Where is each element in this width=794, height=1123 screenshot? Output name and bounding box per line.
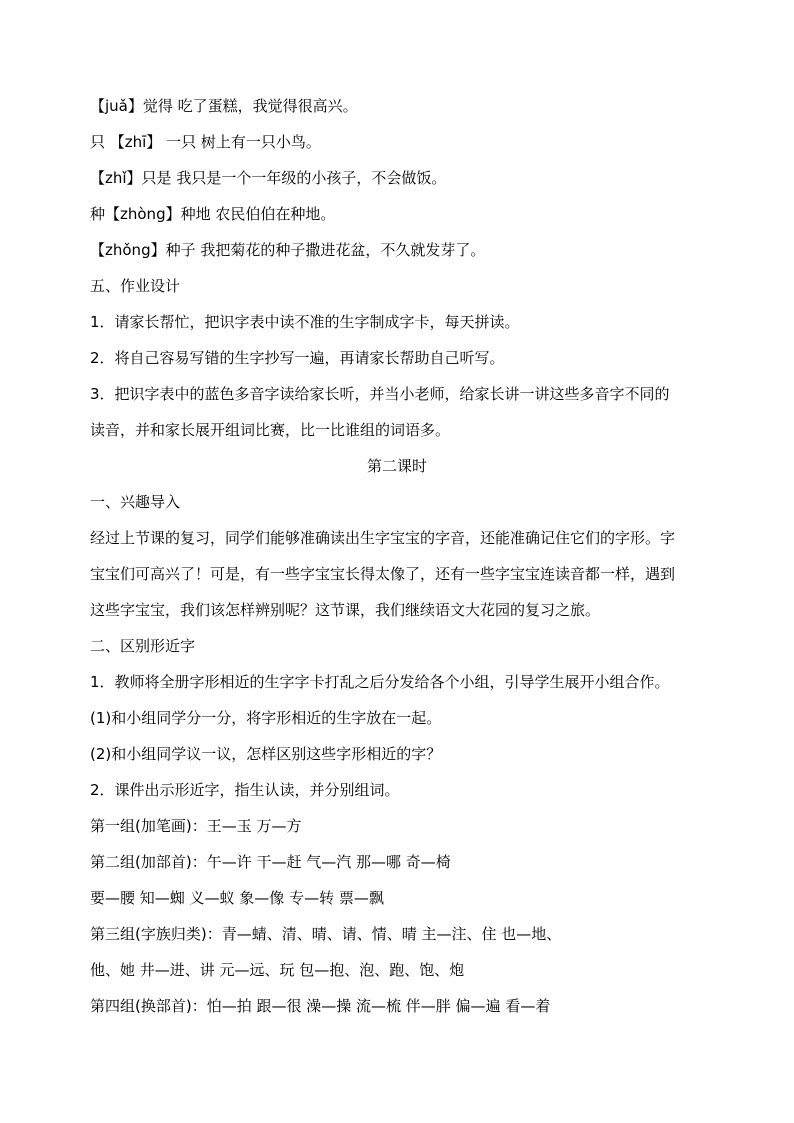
text-line: 他、她 井—进、讲 元—远、玩 包—抱、泡、跑、饱、炮 xyxy=(90,961,465,979)
text-line: (1)和小组同学分一分，将字形相近的生字放在一起。 xyxy=(90,709,442,727)
section-heading: 一、兴趣导入 xyxy=(90,493,181,511)
text-line: 要—腰 知—蜘 义—蚁 象—像 专—转 票—飘 xyxy=(90,889,384,907)
text-line: 只 【zhī】 一只 树上有一只小鸟。 xyxy=(90,133,321,151)
lesson-title: 第二课时 xyxy=(366,457,427,475)
text-line: 第一组(加笔画)：王—玉 万—方 xyxy=(90,817,302,835)
text-line: 读音，并和家长展开组词比赛，比一比谁组的词语多。 xyxy=(90,421,451,439)
section-heading: 五、作业设计 xyxy=(90,277,181,295)
text-line: 1．教师将全册字形相近的生字字卡打乱之后分发给各个小组，引导学生展开小组合作。 xyxy=(90,673,670,691)
text-line: 第四组(换部首)：怕—拍 跟—很 澡—操 流—梳 伴—胖 偏—遍 看—着 xyxy=(90,997,551,1015)
text-line: 宝宝们可高兴了！可是，有一些字宝宝长得太像了，还有一些字宝宝连读音都一样，遇到 xyxy=(90,565,676,583)
text-line: 【zhǐ】只是 我只是一个一年级的小孩子，不会做饭。 xyxy=(90,169,447,187)
text-line: 【juǎ】觉得 吃了蛋糕，我觉得很高兴。 xyxy=(90,97,358,115)
text-line: 这些字宝宝，我们该怎样辨别呢？这节课，我们继续语文大花园的复习之旅。 xyxy=(90,601,601,619)
text-line: 1．请家长帮忙，把识字表中读不准的生字制成字卡，每天拼读。 xyxy=(90,313,520,331)
text-line: 【zhǒng】种子 我把菊花的种子撒进花盆，不久就发芽了。 xyxy=(90,241,486,259)
text-line: 第二组(加部首)：午—许 干—赶 气—汽 那—哪 奇—椅 xyxy=(90,853,451,871)
section-heading: 二、区别形近字 xyxy=(90,637,196,655)
text-line: 第三组(字族归类)：青—蜻、清、晴、请、情、晴 主—注、住 也—地、 xyxy=(90,925,562,943)
text-line: 经过上节课的复习，同学们能够准确读出生字宝宝的字音，还能准确记住它们的字形。字 xyxy=(90,529,676,547)
text-line: 3．把识字表中的蓝色多音字读给家长听，并当小老师，给家长讲一讲这些多音字不同的 xyxy=(90,385,670,403)
text-line: 2．课件出示形近字，指生认读，并分别组词。 xyxy=(90,781,400,799)
text-line: (2)和小组同学议一议，怎样区别这些字形相近的字？ xyxy=(90,745,442,763)
text-line: 种【zhòng】种地 农民伯伯在种地。 xyxy=(90,205,336,223)
text-line: 2．将自己容易写错的生字抄写一遍，再请家长帮助自己听写。 xyxy=(90,349,505,367)
